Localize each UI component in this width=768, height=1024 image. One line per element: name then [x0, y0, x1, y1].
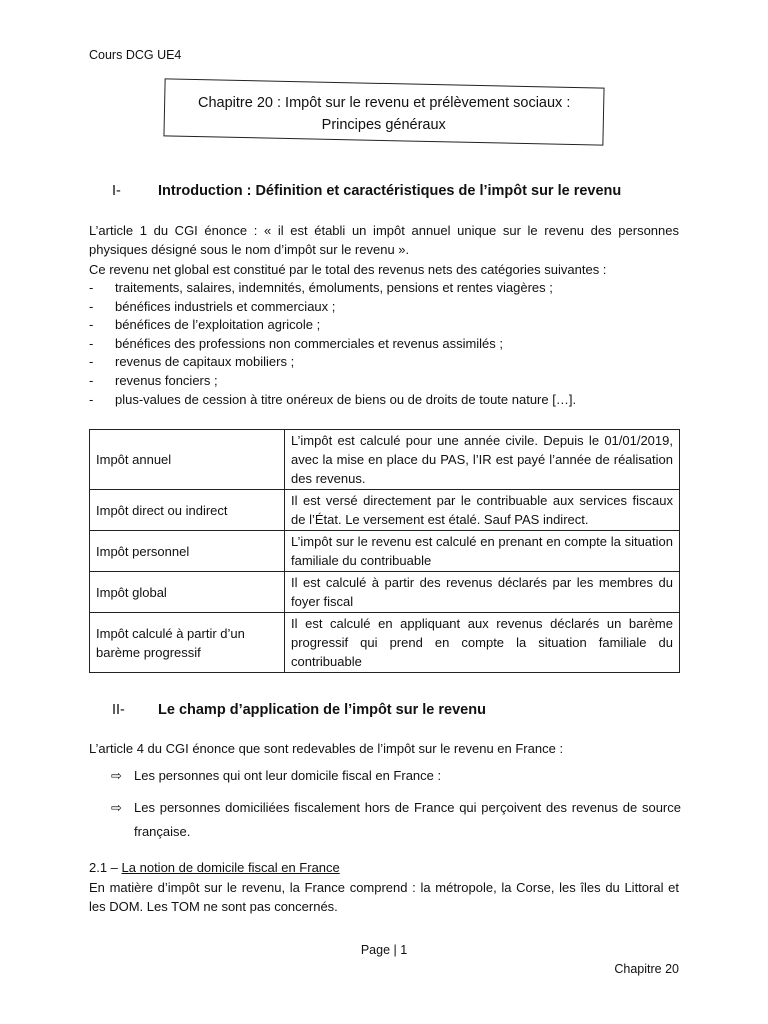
table-cell-key: Impôt annuel	[90, 430, 285, 490]
chapter-title-box	[163, 78, 604, 145]
running-header: Cours DCG UE4	[89, 48, 182, 62]
table-cell-key: Impôt global	[90, 572, 285, 613]
section-1-heading	[112, 183, 621, 199]
section-1-intro: L’article 1 du CGI énonce : « il est établi un impôt annuel unique sur le revenu des personnes physiques désigné sous le nom d’impôt sur le revenu ».	[89, 223, 679, 257]
table-cell-value: L’impôt sur le revenu est calculé en prenant en compte la situation familiale du contribuable	[285, 531, 680, 572]
table-cell-value: Il est calculé en appliquant aux revenus déclarés un barème progressif qui prend en compte la situation familiale du contribuable	[285, 613, 680, 673]
subsection-heading: 2.1 – La notion de domicile fiscal en France	[89, 860, 340, 875]
section-1-lead: Ce revenu net global est constitué par le total des revenus nets des catégories suivantes :	[89, 262, 607, 277]
characteristics-table	[89, 429, 680, 673]
list-item: - traitements, salaires, indemnités, émoluments, pensions et rentes viagères ;	[89, 280, 553, 295]
section-1-title: Introduction : Définition et caractéristiques de l’impôt sur le revenu	[158, 183, 622, 199]
table-cell-key: Impôt calculé à partir d’un barème progressif	[90, 613, 285, 673]
list-item: - revenus fonciers ;	[89, 372, 218, 388]
list-item: ⇨ Les personnes qui ont leur domicile fiscal en France :	[111, 764, 681, 788]
section-2-title: Le champ d’application de l’impôt sur le revenu	[158, 702, 486, 718]
list-item: ⇨ Les personnes domiciliées fiscalement hors de France qui perçoivent des revenus de source française.	[111, 796, 681, 844]
section-1-number: I-	[112, 183, 121, 199]
section-2-number: II-	[112, 702, 125, 718]
table-cell-key: Impôt direct ou indirect	[90, 490, 285, 531]
table-row	[90, 490, 680, 531]
arrow-icon: ⇨	[111, 768, 122, 783]
arrow-icon: ⇨	[111, 800, 122, 815]
revenue-categories-list	[89, 279, 679, 409]
list-item: - bénéfices industriels et commerciaux ;	[89, 298, 336, 314]
list-item: - plus-values de cession à titre onéreux de biens ou de droits de toute nature […].	[89, 391, 577, 407]
section-2-heading	[112, 702, 486, 718]
table-row	[90, 430, 680, 490]
table-row	[90, 613, 680, 673]
chapter-title-line1: Chapitre 20 : Impôt sur le revenu et prélèvement sociaux :	[198, 95, 571, 112]
table-cell-value: Il est versé directement par le contribuable aux services fiscaux de l’État. Le versement est étalé. Sauf PAS indirect.	[285, 490, 680, 531]
table-row	[90, 572, 680, 613]
subsection-title: La notion de domicile fiscal en France	[121, 860, 340, 875]
table-row	[90, 531, 680, 572]
list-item: - bénéfices de l’exploitation agricole ;	[89, 317, 321, 333]
list-item: - bénéfices des professions non commerciales et revenus assimilés ;	[89, 335, 504, 351]
page-number: Page | 1	[360, 943, 408, 957]
running-footer: Chapitre 20	[614, 962, 679, 976]
chapter-title-line2: Principes généraux	[321, 116, 446, 133]
table-cell-value: Il est calculé à partir des revenus déclarés par les membres du foyer fiscal	[285, 572, 680, 613]
taxable-persons-list	[111, 764, 681, 852]
table-cell-key: Impôt personnel	[90, 531, 285, 572]
list-item: - revenus de capitaux mobiliers ;	[89, 354, 295, 370]
table-cell-value: L’impôt est calculé pour une année civile. Depuis le 01/01/2019, avec la mise en place du PAS, l’IR est payé l’année de réalisation des revenus.	[285, 430, 680, 490]
section-2-intro: L’article 4 du CGI énonce que sont redevables de l’impôt sur le revenu en France :	[89, 741, 564, 756]
subsection-text: En matière d’impôt sur le revenu, la France comprend : la métropole, la Corse, les îles du Littoral et les DOM. Les TOM ne sont pas concernés.	[89, 880, 679, 914]
